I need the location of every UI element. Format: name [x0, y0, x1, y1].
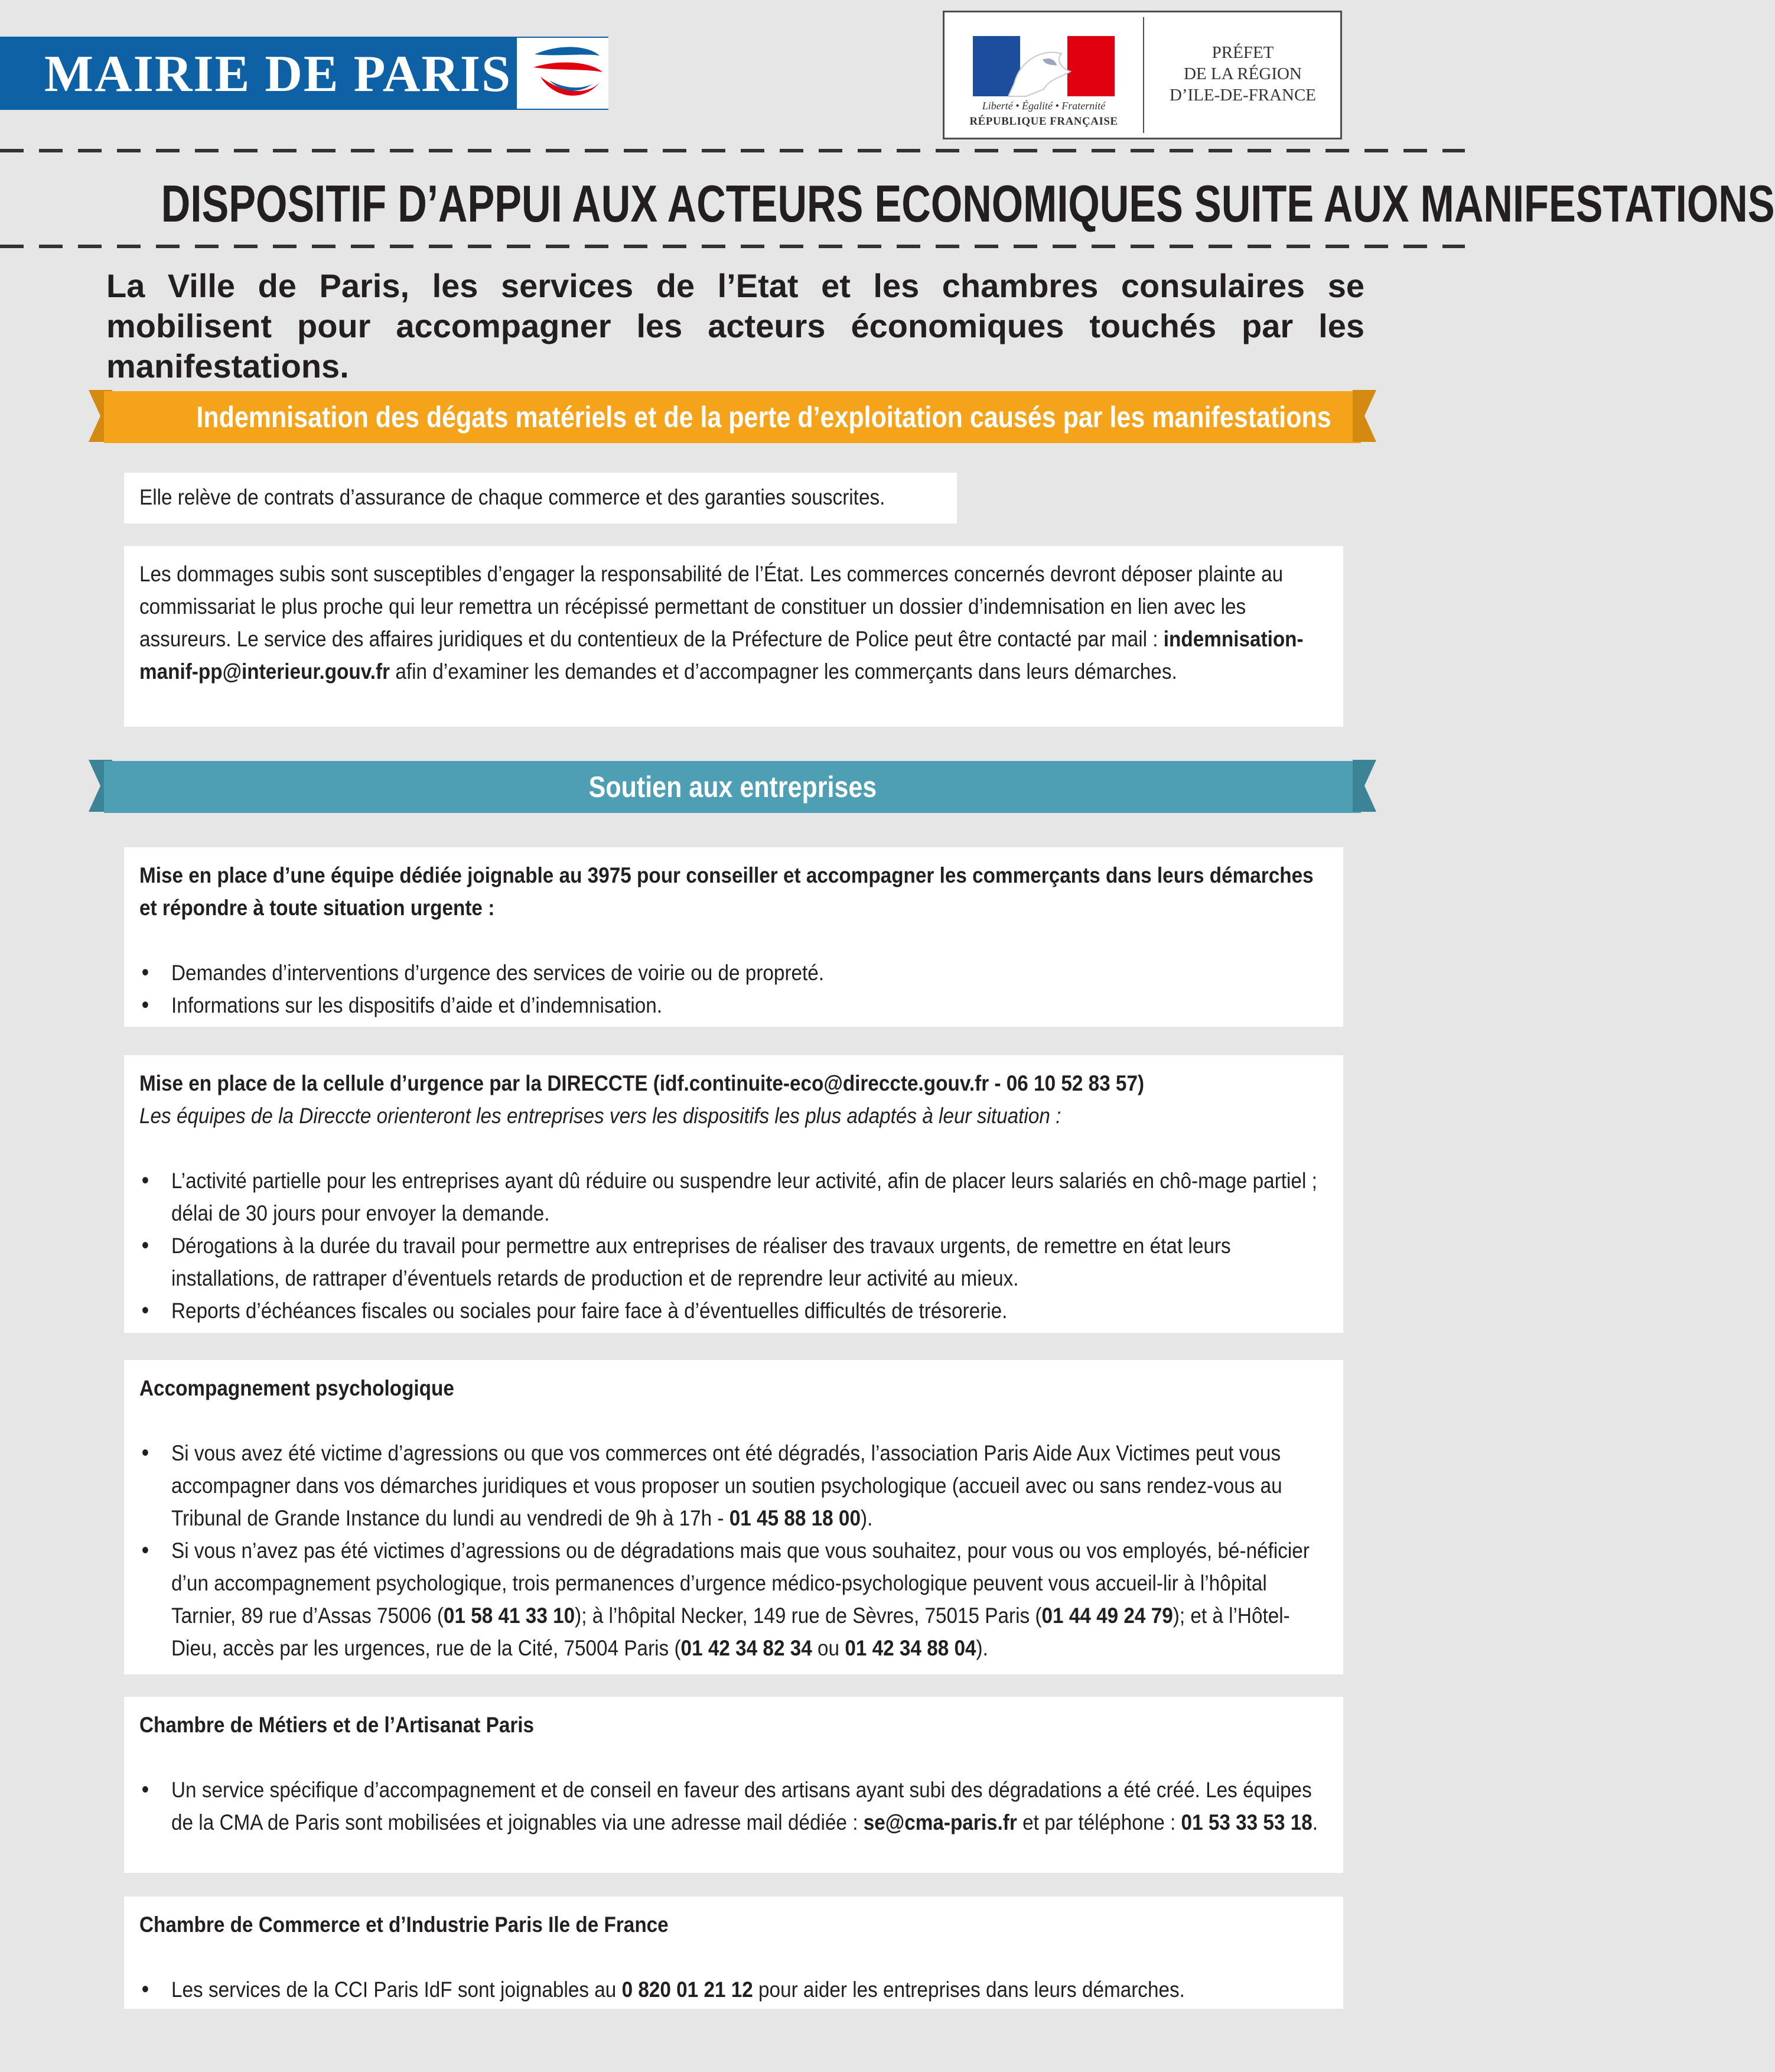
cci-heading: Chambre de Commerce et d’Industrie Paris Ile de France — [139, 1912, 669, 1937]
list-item: • Demandes d’interventions d’urgence des services de voirie ou de propreté. — [139, 957, 1327, 989]
cma-heading: Chambre de Métiers et de l’Artisanat Paris — [139, 1713, 535, 1737]
list-item — [139, 1973, 1327, 2006]
banner-indemnisation-label: Indemnisation des dégats matériels et de la perte d’exploitation causés par les manifestations — [196, 401, 1331, 434]
prefet-line-1: PRÉFET — [1211, 43, 1274, 62]
responsabilite-text-2: afin d’examiner les demandes et d’accompagner les commerçants dans leurs démarches. — [390, 659, 1177, 684]
ribbon-right-fold-2 — [1353, 760, 1376, 812]
page-title: DISPOSITIF D’APPUI AUX ACTEURS ECONOMIQUES SUITE AUX MANIFESTATIONS — [161, 174, 1775, 233]
ribbon-right-fold — [1353, 390, 1376, 442]
hotel-dieu-phone-2: 01 42 34 88 04 — [845, 1636, 976, 1660]
psy-item1-end: ). — [860, 1506, 873, 1530]
card-accompagnement-psy — [124, 1360, 1343, 1674]
psy-heading: Accompagnement psychologique — [139, 1376, 454, 1400]
cci-text-2: pour aider les entreprises dans leurs démarches. — [753, 1977, 1185, 2002]
direccte-list — [139, 1165, 1327, 1327]
psy-item2-text1: Si vous n’avez pas été victimes d’agressions ou de dégradations mais que vous souhaitez, pour vous ou vos employés, bé-néficier d’un accompagnement psychologique, trois permanences d’urgence médico-psychologique peuvent vous accueil-lir à l’hôpital Tarnier, 89 rue d’Assas 75006 ( — [171, 1538, 1310, 1628]
mairie-de-paris-logo — [0, 37, 608, 110]
psy-item2-end: ). — [976, 1636, 988, 1660]
prefecture-logo-box — [943, 11, 1342, 139]
gov-motto: Liberté • Égalité • Fraternité — [982, 100, 1106, 112]
banner-indemnisation — [104, 391, 1361, 443]
list-item: • Informations sur les dispositifs d’aide et d’indemnisation. — [139, 989, 1327, 1022]
direccte-heading: Mise en place de la cellule d’urgence par la DIRECCTE (idf.continuite-eco@direccte.gouv.fr - 06 10 52 83 57) — [139, 1071, 1145, 1095]
cma-text-2: et par téléphone : — [1017, 1810, 1181, 1834]
necker-phone: 01 44 49 24 79 — [1041, 1603, 1173, 1628]
hotel-dieu-phone-1: 01 42 34 82 34 — [680, 1636, 812, 1660]
list-item — [139, 1534, 1327, 1664]
psy-item2-text3: ); et à l’Hôtel-Dieu, accès par les urgences, rue de la Cité, 75004 Paris ( — [171, 1603, 1290, 1660]
banner-soutien-label: Soutien aux entreprises — [588, 770, 877, 804]
cma-email[interactable]: se@cma-paris.fr — [863, 1810, 1017, 1834]
list-item: • L’activité partielle pour les entreprises ayant dû réduire ou suspendre leur activité, afin de placer leurs salariés en chô-mage partiel ; délai de 30 jours pour envoyer la demande. — [139, 1165, 1327, 1229]
cci-text-1: Les services de la CCI Paris IdF sont joignables au — [171, 1977, 622, 2002]
dashed-rule-top — [0, 149, 1465, 152]
responsabilite-text-1: Les dommages subis sont susceptibles d’engager la responsabilité de l’État. Les commerces concernés devront déposer plainte au commissariat le plus proche qui leur remettra un récépissé permettant de constituer un dossier d’indemnisation en lien avec les assureurs. Le service des affaires juridiques et du contentieux de la Préfecture de Police peut être contacté par mail : — [139, 562, 1284, 651]
card-responsabilite — [124, 546, 1343, 727]
list-item: • Dérogations à la durée du travail pour permettre aux entreprises de réaliser des travaux urgents, de remettre en état leurs installations, de rattraper d’éventuels retards de production et de reprendre leur activité au mieux. — [139, 1229, 1327, 1294]
cci-phone: 0 820 01 21 12 — [621, 1977, 753, 2002]
prefet-line-3: D’ILE-DE-FRANCE — [1169, 86, 1317, 105]
psy-item2-text2: ); à l’hôpital Necker, 149 rue de Sèvres, 75015 Paris ( — [575, 1603, 1042, 1628]
gov-name: RÉPUBLIQUE FRANÇAISE — [969, 115, 1118, 128]
cma-list — [139, 1774, 1327, 1839]
prefet-text — [1145, 42, 1340, 106]
mairie-name: MAIRIE DE PARIS — [44, 45, 512, 103]
equipe-heading: Mise en place d’une équipe dédiée joignable au 3975 pour conseiller et accompagner les commerçants dans leurs démarches et répondre à toute situation urgente : — [139, 863, 1314, 920]
intro-text: La Ville de Paris, les services de l’Etat et les chambres consulaires se mobilisent pour accompagner les acteurs économiques touchés par les manifestations. — [106, 267, 1364, 385]
gov-divider — [1143, 17, 1144, 133]
marianne-flag-icon — [973, 36, 1115, 96]
direccte-subheading: Les équipes de la Direccte orienteront les entreprises vers les dispositifs les plus adaptés à leur situation : — [139, 1104, 1061, 1128]
list-item: • Reports d’échéances fiscales ou sociales pour faire face à d’éventuelles difficultés de trésorerie. — [139, 1294, 1327, 1327]
card-responsabilite-text — [139, 558, 1327, 688]
cma-text-1: Un service spécifique d’accompagnement et de conseil en faveur des artisans ayant subi des dégradations a été créé. Les équipes de la CMA de Paris sont mobilisées et joignables via une adresse mail dédiée : — [171, 1778, 1312, 1834]
cci-list — [139, 1973, 1327, 2006]
psy-list — [139, 1437, 1327, 1664]
mairie-ship-icon — [517, 38, 608, 109]
card-direccte — [124, 1055, 1343, 1333]
card-equipe-3975 — [124, 847, 1343, 1027]
psy-item1-text: Si vous avez été victime d’agressions ou que vos commerces ont été dégradés, l’association Paris Aide Aux Victimes peut vous accompagner dans vos démarches juridiques et vous proposer un soutien psychologique (accueil avec ou sans rendez-vous au Tribunal de Grande Instance du lundi au vendredi de 9h à 17h - — [171, 1441, 1282, 1530]
list-item — [139, 1437, 1327, 1534]
psy-phone: 01 45 88 18 00 — [729, 1506, 861, 1530]
card-cma-paris — [124, 1697, 1343, 1873]
dashed-rule-bottom — [0, 245, 1465, 248]
psy-item2-or: ou — [812, 1636, 845, 1660]
prefet-line-2: DE LA RÉGION — [1184, 64, 1302, 83]
indemnisation-email[interactable]: indemnisation-manif-pp@interieur.gouv.fr — [139, 627, 1304, 684]
card-assurance-text: Elle relève de contrats d’assurance de chaque commerce et des garanties souscrites. — [139, 485, 885, 509]
card-cci-paris — [124, 1897, 1343, 2009]
equipe-list — [139, 957, 1327, 1022]
cma-phone: 01 53 33 53 18 — [1181, 1810, 1312, 1834]
tarnier-phone: 01 58 41 33 10 — [443, 1603, 575, 1628]
banner-soutien — [104, 761, 1361, 813]
list-item — [139, 1774, 1327, 1839]
cma-end: . — [1312, 1810, 1318, 1834]
card-assurance — [124, 473, 957, 523]
